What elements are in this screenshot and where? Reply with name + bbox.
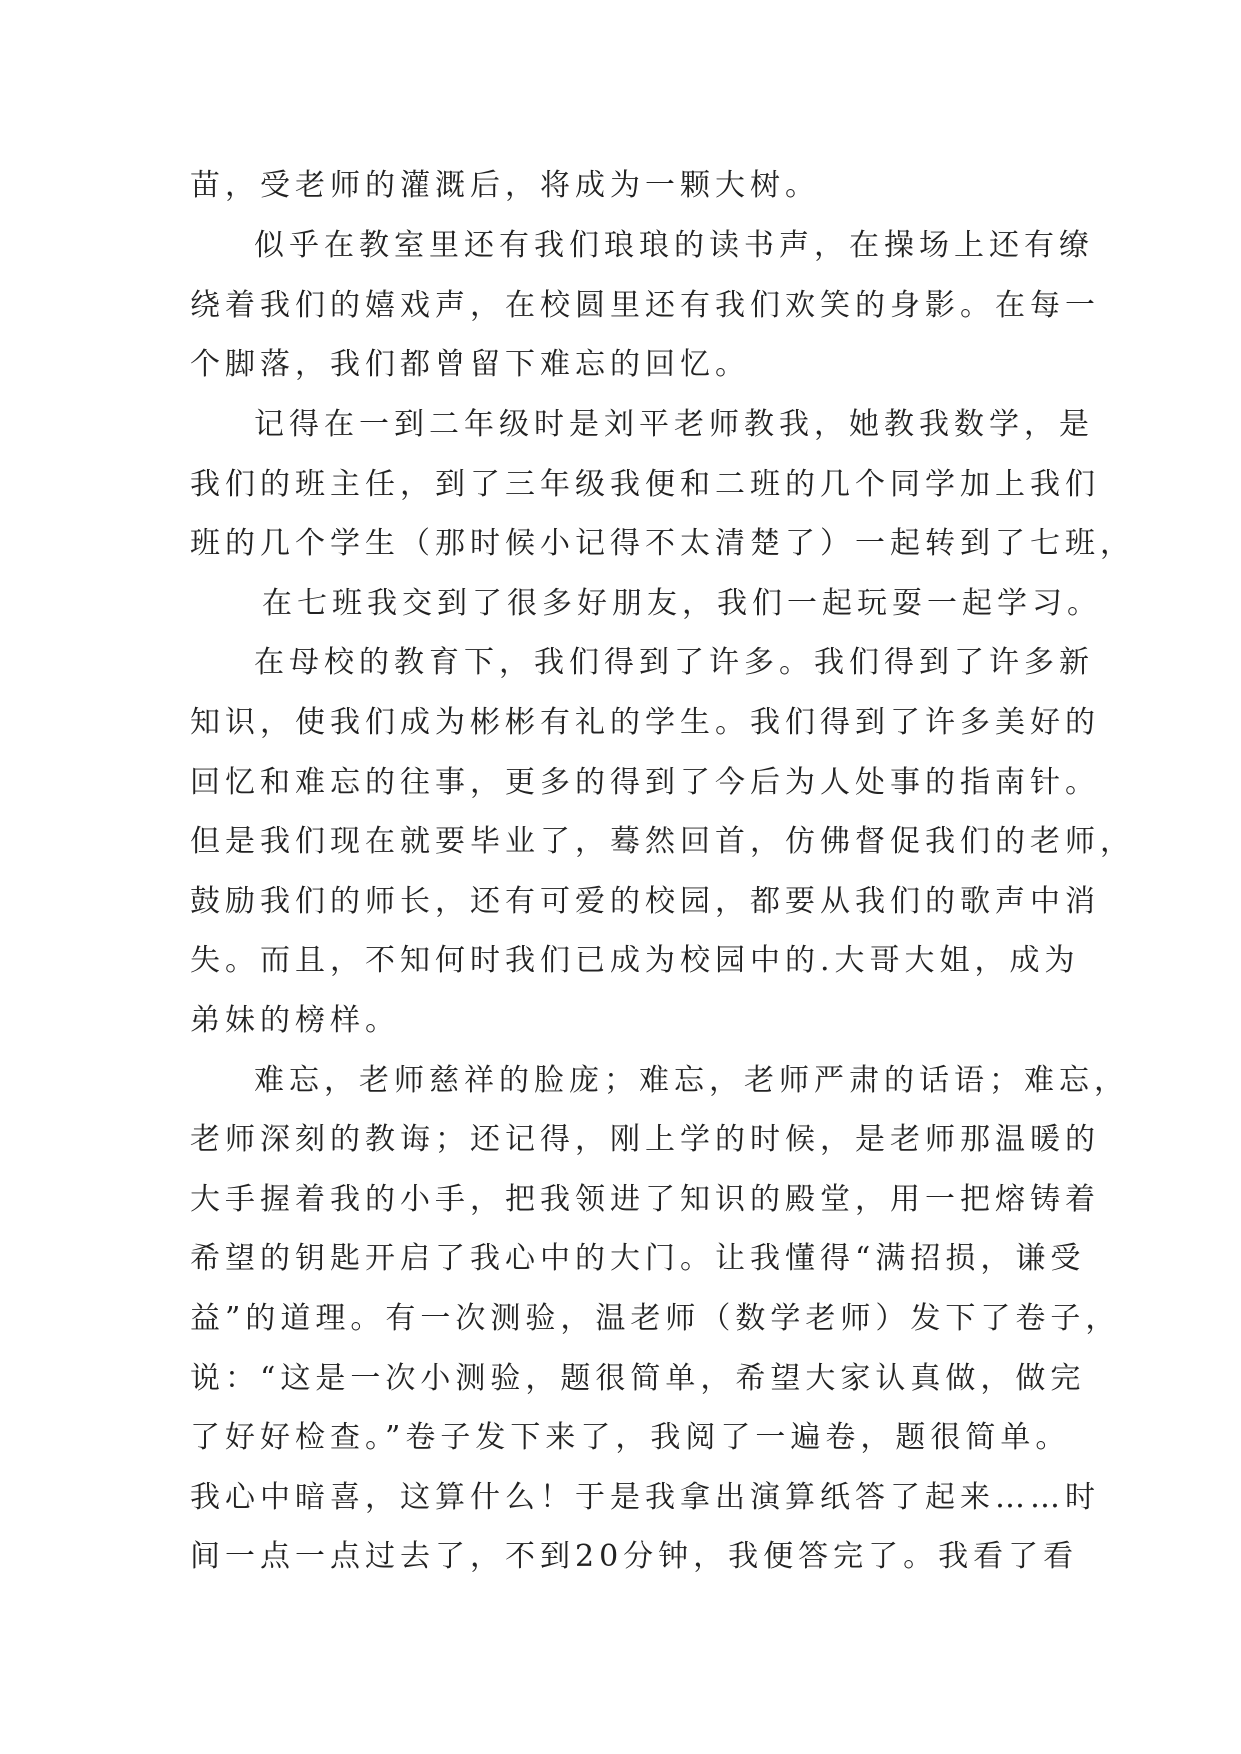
text-line: 我们的班主任，到了三年级我便和二班的几个同学加上我们 [190,467,1100,502]
text-line: 大手握着我的小手，把我领进了知识的殿堂，用一把熔铸着 [190,1182,1100,1217]
text-line: 回忆和难忘的往事，更多的得到了今后为人处事的指南针。 [190,765,1100,800]
text-line: 苗，受老师的灌溉后，将成为一颗大树。 [190,168,820,203]
text-line: 鼓励我们的师长，还有可爱的校园，都要从我们的歌声中消 [190,884,1100,919]
text-line: 似乎在教室里还有我们琅琅的读书声，在操场上还有缭 [254,228,1094,263]
text-line: 我心中暗喜，这算什么！于是我拿出演算纸答了起来……时 [190,1480,1100,1515]
text-line: 在母校的教育下，我们得到了许多。我们得到了许多新 [254,645,1094,680]
text-line: 间一点一点过去了，不到20分钟，我便答完了。我看了看 [190,1539,1079,1574]
text-line: 老师深刻的教诲；还记得，刚上学的时候，是老师那温暖的 [190,1122,1100,1157]
text-line: 知识，使我们成为彬彬有礼的学生。我们得到了许多美好的 [190,705,1100,740]
text-line: 益”的道理。有一次测验，温老师（数学老师）发下了卷子， [190,1301,1121,1336]
text-line: 但是我们现在就要毕业了，蓦然回首，仿佛督促我们的老师， [190,824,1135,859]
text-line: 说：“这是一次小测验，题很简单，希望大家认真做，做完 [190,1361,1086,1396]
text-line: 记得在一到二年级时是刘平老师教我，她教我数学，是 [254,407,1094,442]
text-line: 班的几个学生（那时候小记得不太清楚了）一起转到了七班， [190,526,1135,561]
text-line: 弟妹的榜样。 [190,1003,400,1038]
text-line: 绕着我们的嬉戏声，在校圆里还有我们欢笑的身影。在每一 [190,288,1100,323]
text-line: 失。而且，不知何时我们已成为校园中的.大哥大姐，成为 [190,943,1080,978]
text-line: 希望的钥匙开启了我心中的大门。让我懂得“满招损，谦受 [190,1241,1086,1276]
text-line: 了好好检查。”卷子发下来了，我阅了一遍卷，题很简单。 [190,1420,1071,1455]
text-line: 个脚落，我们都曾留下难忘的回忆。 [190,347,750,382]
text-line: 在七班我交到了很多好朋友，我们一起玩耍一起学习。 [262,586,1102,621]
text-line: 难忘，老师慈祥的脸庞；难忘，老师严肃的话语；难忘， [254,1063,1129,1098]
